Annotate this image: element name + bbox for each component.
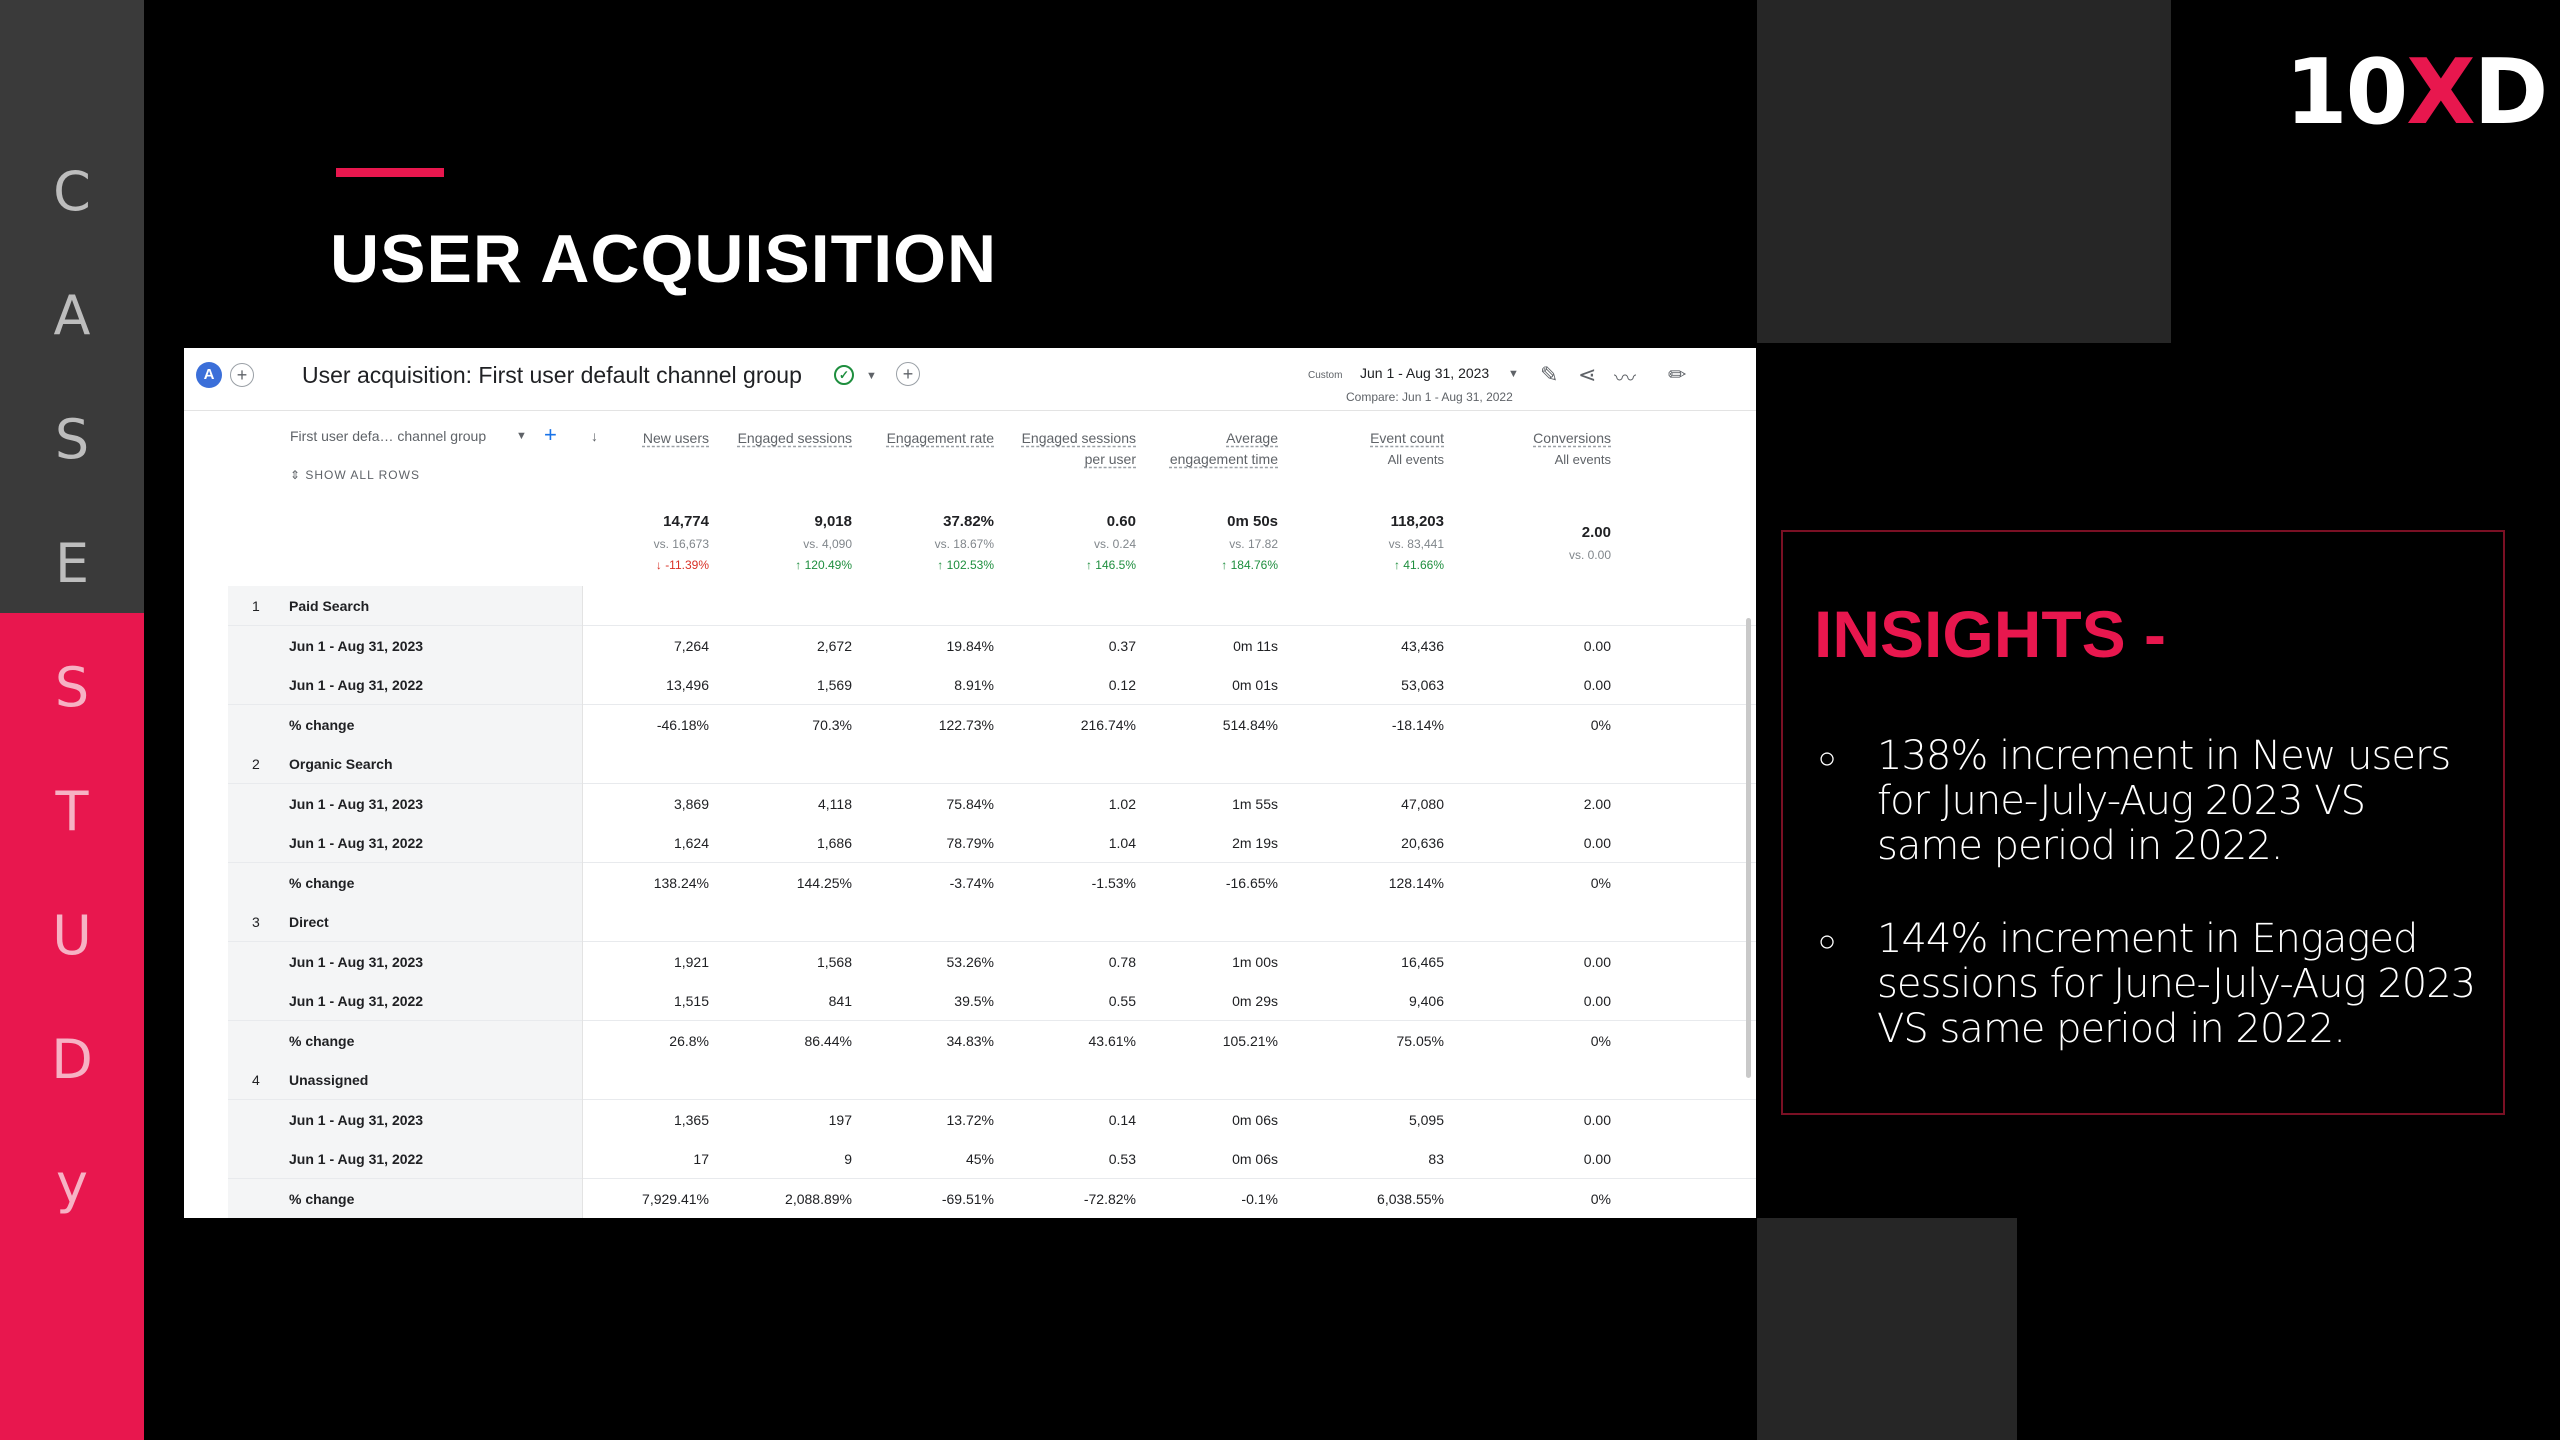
table-row[interactable] xyxy=(228,1021,1756,1061)
expand-icon: ⇕ xyxy=(290,468,306,482)
row-label: Jun 1 - Aug 31, 2022 xyxy=(289,993,424,1009)
table-cell: 86.44% xyxy=(804,1032,852,1049)
table-cell: 105.21% xyxy=(1222,1032,1278,1049)
row-label: % change xyxy=(289,716,355,733)
table-cell: 0m 06s xyxy=(1232,1151,1278,1167)
table-cell: 26.8% xyxy=(669,1032,709,1049)
total-change: ↑ 146.5% xyxy=(1085,558,1136,572)
edit-pencil-icon[interactable]: ✏ xyxy=(1668,362,1687,387)
table-cell: 4,118 xyxy=(818,795,852,812)
row-label: Jun 1 - Aug 31, 2022 xyxy=(289,835,424,851)
column-subheader[interactable]: All events xyxy=(1387,452,1444,467)
customize-report-icon[interactable]: ✎ xyxy=(1540,362,1559,387)
table-cell: 0.12 xyxy=(1108,677,1136,693)
total-change: ↑ 41.66% xyxy=(1393,558,1444,572)
table-cell: 138.24% xyxy=(653,874,709,891)
table-cell: -3.74% xyxy=(949,874,994,891)
table-group-row[interactable] xyxy=(228,902,1756,942)
add-filter-button[interactable]: + xyxy=(896,362,920,386)
table-row[interactable] xyxy=(228,1179,1756,1219)
table-cell: 0m 11s xyxy=(1233,637,1278,654)
table-cell: 7,264 xyxy=(673,637,709,654)
total-compare: vs. 16,673 xyxy=(653,537,709,551)
table-cell: 0.00 xyxy=(1583,835,1611,851)
bullet-icon: ○ xyxy=(1818,925,1837,958)
table-cell: 1m 00s xyxy=(1232,953,1278,970)
table-cell: 13.72% xyxy=(946,1111,994,1128)
total-change: ↓ -11.39% xyxy=(655,558,709,572)
total-value: 0m 50s xyxy=(1227,513,1278,530)
row-index: 3 xyxy=(252,914,260,930)
table-group-row[interactable] xyxy=(228,1060,1756,1100)
table-scrollbar[interactable] xyxy=(1746,618,1751,1078)
table-cell: -69.51% xyxy=(941,1190,994,1207)
side-letter: D xyxy=(51,1028,93,1091)
row-label: Jun 1 - Aug 31, 2023 xyxy=(289,1111,424,1128)
table-cell: 1m 55s xyxy=(1232,795,1278,812)
table-cell: 144.25% xyxy=(796,874,852,891)
table-cell: 1,568 xyxy=(816,953,852,970)
title-accent-bar xyxy=(336,168,444,177)
arrow-up-icon: ↑ xyxy=(937,558,947,572)
table-cell: 1,515 xyxy=(673,993,709,1009)
insights-title: INSIGHTS - xyxy=(1814,597,2167,671)
total-value: 2.00 xyxy=(1581,524,1611,541)
table-cell: 13,496 xyxy=(666,677,709,693)
side-letter: S xyxy=(54,656,90,719)
table-cell: 20,636 xyxy=(1401,835,1444,851)
decor-block-bottom xyxy=(1757,1218,2017,1440)
table-cell: 0.55 xyxy=(1108,993,1136,1009)
table-row[interactable] xyxy=(228,981,1756,1021)
arrow-up-icon: ↑ xyxy=(795,558,805,572)
total-compare: vs. 4,090 xyxy=(803,537,852,551)
table-cell: 0.14 xyxy=(1108,1111,1136,1128)
row-label: Jun 1 - Aug 31, 2023 xyxy=(289,953,424,970)
side-letter: U xyxy=(52,904,92,967)
channel-name: Paid Search xyxy=(289,598,370,614)
report-header xyxy=(184,348,1756,411)
table-row[interactable] xyxy=(228,1139,1756,1179)
sort-descending-icon[interactable]: ↓ xyxy=(591,428,598,444)
row-label: Jun 1 - Aug 31, 2022 xyxy=(289,1151,424,1167)
table-cell: 83 xyxy=(1428,1151,1444,1167)
total-compare: vs. 83,441 xyxy=(1388,537,1444,551)
table-cell: 0% xyxy=(1590,1190,1611,1207)
column-subheader[interactable]: All events xyxy=(1554,452,1611,467)
report-title: User acquisition: First user default channel group xyxy=(302,362,802,388)
table-cell: -0.1% xyxy=(1241,1190,1278,1207)
side-letter: A xyxy=(53,284,91,347)
column-header[interactable]: New users xyxy=(642,430,709,446)
row-label: Jun 1 - Aug 31, 2022 xyxy=(289,677,424,693)
row-label: % change xyxy=(289,1032,355,1049)
total-value: 0.60 xyxy=(1106,513,1136,530)
table-cell: 2,672 xyxy=(816,637,852,654)
row-index: 1 xyxy=(252,598,260,614)
show-all-rows-button[interactable]: ⇕ SHOW ALL ROWS xyxy=(290,468,420,482)
table-cell: 45% xyxy=(965,1151,994,1167)
table-row[interactable] xyxy=(228,626,1756,666)
table-cell: 2.00 xyxy=(1583,795,1611,812)
table-cell: 43,436 xyxy=(1401,637,1444,654)
column-header[interactable]: Event count xyxy=(1370,430,1444,446)
table-cell: 0.00 xyxy=(1583,1151,1611,1167)
table-cell: 0.00 xyxy=(1583,637,1611,654)
row-index: 2 xyxy=(252,756,260,772)
decor-block-top xyxy=(1757,0,2171,343)
total-change: ↑ 184.76% xyxy=(1221,558,1278,572)
table-cell: 0.37 xyxy=(1108,637,1136,654)
table-cell: 7,929.41% xyxy=(642,1190,709,1207)
total-compare: vs. 0.00 xyxy=(1568,548,1611,562)
table-cell: 0% xyxy=(1590,1032,1611,1049)
table-cell: 0.00 xyxy=(1583,677,1611,693)
table-cell: 216.74% xyxy=(1080,716,1136,733)
table-cell: 122.73% xyxy=(938,716,994,733)
table-cell: -72.82% xyxy=(1083,1190,1136,1207)
comparison-avatar[interactable]: A xyxy=(196,362,222,388)
table-row[interactable] xyxy=(228,705,1756,745)
table-cell: 0.78 xyxy=(1108,953,1136,970)
page-title: USER ACQUISITION xyxy=(330,221,998,297)
total-value: 37.82% xyxy=(943,513,994,530)
table-cell: 514.84% xyxy=(1222,716,1278,733)
add-dimension-button[interactable]: + xyxy=(544,422,557,447)
column-header[interactable]: Average engagement time xyxy=(1169,430,1278,467)
insight-item-new-users: 138% increment in New users for June-July-Aug 2023 VS same period in 2022. xyxy=(1877,733,2451,869)
side-strip-accent xyxy=(0,613,144,1440)
table-cell: 0% xyxy=(1590,716,1611,733)
total-value: 9,018 xyxy=(814,513,852,530)
table-cell: 43.61% xyxy=(1088,1032,1136,1049)
bullet-icon: ○ xyxy=(1818,742,1837,775)
table-cell: 197 xyxy=(828,1111,852,1128)
brand-logo: 10XD xyxy=(2285,40,2547,145)
table-cell: 0.00 xyxy=(1583,953,1611,970)
total-compare: vs. 18.67% xyxy=(934,537,994,551)
table-row[interactable] xyxy=(228,784,1756,824)
table-cell: -16.65% xyxy=(1225,874,1278,891)
table-cell: -1.53% xyxy=(1091,874,1136,891)
table-cell: 0.53 xyxy=(1108,1151,1136,1167)
total-compare: vs. 17.82 xyxy=(1229,537,1278,551)
insight-item-engaged-sessions: 144% increment in Engaged sessions for June-July-Aug 2023 VS same period in 2022. xyxy=(1877,916,2476,1052)
dimension-chevron-down-icon[interactable]: ▼ xyxy=(516,430,527,442)
table-row[interactable] xyxy=(228,665,1756,705)
table-cell: 1.02 xyxy=(1108,795,1136,812)
table-cell: 1,686 xyxy=(816,835,852,851)
table-cell: 1,624 xyxy=(673,835,709,851)
table-row[interactable] xyxy=(228,863,1756,903)
table-cell: 1,921 xyxy=(673,953,709,970)
dimension-header[interactable]: First user defa… channel group xyxy=(290,428,487,444)
date-custom-tag: Custom xyxy=(1308,370,1343,381)
table-row[interactable] xyxy=(228,823,1756,863)
table-group-row[interactable] xyxy=(228,744,1756,784)
arrow-up-icon: ↑ xyxy=(1393,558,1404,572)
table-cell: 841 xyxy=(828,993,852,1009)
row-index: 4 xyxy=(252,1072,260,1088)
side-letter: S xyxy=(54,408,90,471)
table-cell: 0m 29s xyxy=(1232,993,1278,1009)
table-cell: 3,869 xyxy=(673,795,709,812)
side-letter: E xyxy=(54,532,90,595)
table-cell: 6,038.55% xyxy=(1377,1190,1444,1207)
table-cell: 0.00 xyxy=(1583,1111,1611,1128)
table-cell: 78.79% xyxy=(946,835,994,851)
arrow-down-icon: ↓ xyxy=(655,558,666,572)
table-cell: 75.84% xyxy=(946,795,994,812)
table-cell: 9,406 xyxy=(1408,993,1444,1009)
arrow-up-icon: ↑ xyxy=(1085,558,1096,572)
column-header[interactable]: Engaged sessions per user xyxy=(1021,430,1136,467)
table-cell: 34.83% xyxy=(946,1032,994,1049)
side-letter: T xyxy=(55,780,89,843)
table-cell: 53.26% xyxy=(946,953,994,970)
row-label: % change xyxy=(289,1190,355,1207)
table-cell: 53,063 xyxy=(1401,677,1444,693)
table-cell: 1.04 xyxy=(1108,835,1136,851)
row-label: Jun 1 - Aug 31, 2023 xyxy=(289,637,424,654)
table-cell: -46.18% xyxy=(656,716,709,733)
insights-trend-icon[interactable]: 〰 xyxy=(1614,366,1637,391)
channel-name: Organic Search xyxy=(289,756,393,772)
channel-name: Direct xyxy=(289,914,329,930)
table-group-row[interactable] xyxy=(228,586,1756,626)
total-value: 14,774 xyxy=(663,513,709,530)
table-cell: 2m 19s xyxy=(1232,835,1278,851)
table-cell: 47,080 xyxy=(1401,795,1444,812)
table-cell: 2,088.89% xyxy=(785,1190,852,1207)
table-cell: 0.00 xyxy=(1583,993,1611,1009)
table-cell: 0m 06s xyxy=(1232,1111,1278,1128)
table-cell: 0m 01s xyxy=(1232,677,1278,693)
table-cell: 8.91% xyxy=(954,677,994,693)
analytics-report-panel xyxy=(184,348,1756,1218)
arrow-up-icon: ↑ xyxy=(1221,558,1231,572)
table-cell: 16,465 xyxy=(1401,953,1444,970)
row-label: % change xyxy=(289,874,355,891)
side-letter: C xyxy=(53,160,91,223)
column-header[interactable]: Engagement rate xyxy=(886,430,994,446)
table-cell: 39.5% xyxy=(954,993,994,1009)
table-cell: 17 xyxy=(693,1151,709,1167)
table-cell: 75.05% xyxy=(1396,1032,1444,1049)
table-cell: 9 xyxy=(844,1151,852,1167)
table-cell: 1,365 xyxy=(673,1111,709,1128)
column-divider xyxy=(582,586,583,1218)
compare-range: Compare: Jun 1 - Aug 31, 2022 xyxy=(1346,390,1513,404)
table-row[interactable] xyxy=(228,1100,1756,1140)
total-compare: vs. 0.24 xyxy=(1093,537,1136,551)
channel-name: Unassigned xyxy=(289,1072,369,1088)
date-range-picker[interactable]: Jun 1 - Aug 31, 2023 xyxy=(1360,365,1490,381)
check-circle-icon[interactable]: ✓ xyxy=(834,365,854,385)
side-letter: y xyxy=(56,1152,88,1215)
table-cell: 5,095 xyxy=(1408,1111,1444,1128)
table-cell: 19.84% xyxy=(946,637,994,654)
table-cell: 70.3% xyxy=(812,716,852,733)
add-comparison-button[interactable]: + xyxy=(230,363,254,387)
table-cell: 128.14% xyxy=(1388,874,1444,891)
row-label: Jun 1 - Aug 31, 2023 xyxy=(289,795,424,812)
total-change: ↑ 120.49% xyxy=(795,558,852,572)
table-cell: 1,569 xyxy=(816,677,852,693)
total-change: ↑ 102.53% xyxy=(937,558,994,572)
total-value: 118,203 xyxy=(1390,513,1444,530)
share-icon[interactable]: ⋖ xyxy=(1578,362,1597,387)
table-cell: -18.14% xyxy=(1391,716,1444,733)
date-chevron-down-icon[interactable]: ▼ xyxy=(1508,368,1519,380)
column-header[interactable]: Conversions xyxy=(1533,430,1611,446)
chevron-down-icon[interactable]: ▼ xyxy=(866,370,877,382)
table-row[interactable] xyxy=(228,942,1756,982)
table-cell: 0% xyxy=(1590,874,1611,891)
column-header[interactable]: Engaged sessions xyxy=(737,430,852,446)
